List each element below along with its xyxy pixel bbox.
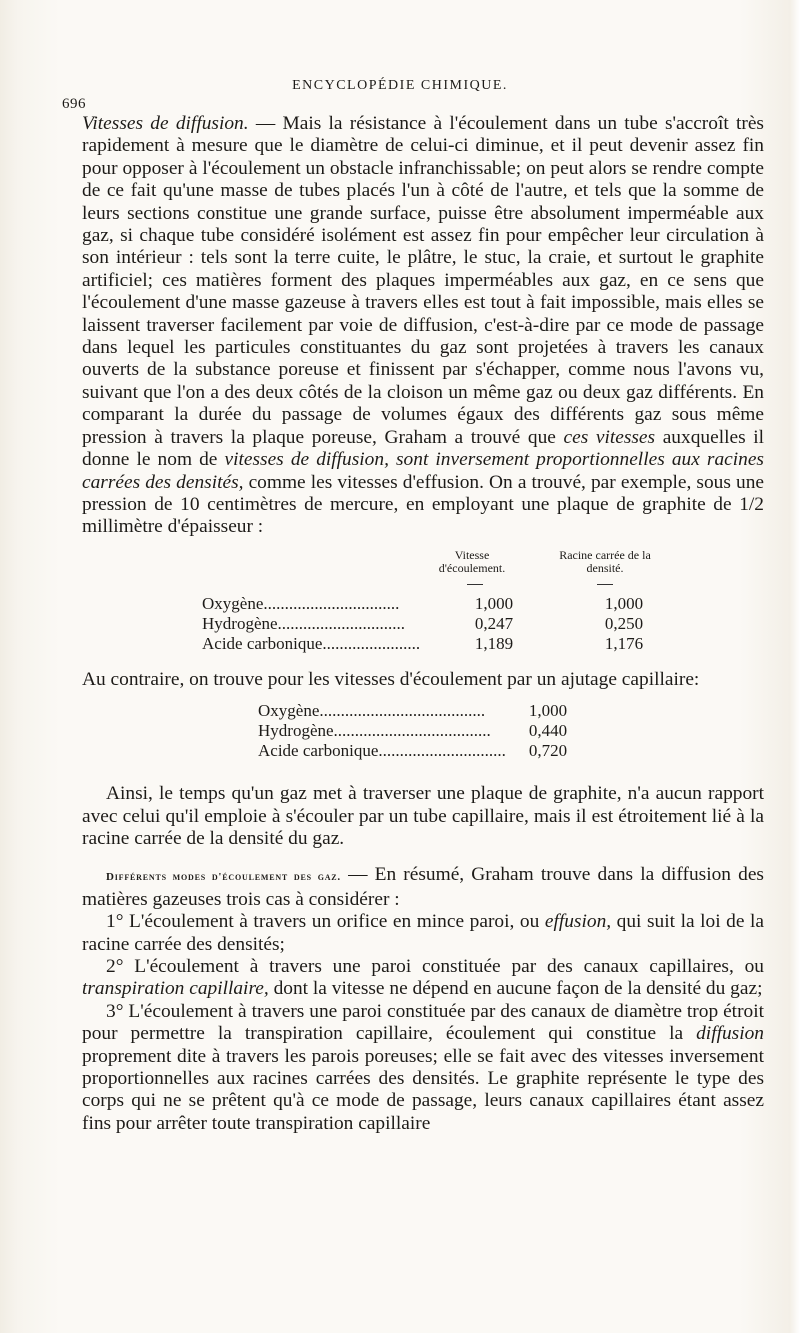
- row-label: Acide carbonique.......................: [202, 633, 421, 653]
- list-item-text: 3° L'écoulement à travers une paroi constituée par des canaux de diamètre trop étroit pour permettre la transpiration capillaire, écoulement qui constitue la: [82, 1000, 764, 1045]
- column-header-flow-speed: Vitesse d'écoulement.: [438, 547, 506, 575]
- paragraph-text: Mais la résistance à l'écoulement dans un tube s'accroît très rapidement à mesure que le diamètre de celui-ci diminue, et il peut devenir assez fin pour opposer à l'écoulement un obstacle infranchissable; on peut alors se rendre compte de ce fait qu'une masse de tubes placés l'un à côté de l'autre, et tels que la somme de leurs sections constitue une grande surface, puisse être absolument imperméable aux gaz, si chaque tube considéré isolément est assez fin pour empêcher leur circulation à son intérieur : tels sont la terre cuite, le plâtre, le stuc, la craie, et surtout le graphite artificiel; ces matières forment des plaques imperméables aux gaz, en ce sens que l'écoulement d'une masse gazeuse à travers elles est tout à fait impossible, mais elles se laissent traverser facilement par voie de diffusion, c'est-à-dire par ce mode de passage dans lequel les particules constituantes du gaz sont projetées à travers les canaux ouverts de la substance poreuse et finissent par s'échapper, comme nous l'avons vu, suivant que l'on a des deux côtés de la cloison un même gaz ou deux gaz différents. En comparant la durée du passage de volumes égaux des différents gaz sous même pression à travers la plaque poreuse, Graham a trouvé que: [82, 113, 764, 448]
- row-value-sqrt-density: 0,250: [604, 613, 644, 633]
- row-value: 1,000: [528, 701, 568, 721]
- paragraph-conclusion: Ainsi, le temps qu'un gaz met à traverser une plaque de graphite, n'a aucun rapport avec celui qu'il emploie à s'écouler par un tube capillaire, mais il est étroitement lié à la racine carrée de la densité du gaz.: [82, 783, 764, 849]
- row-value: 0,720: [528, 741, 568, 761]
- running-title: ENCYCLOPÉDIE CHIMIQUE.: [292, 78, 508, 93]
- emphasis-term: diffusion: [696, 1023, 764, 1045]
- paragraph-text: comme les vitesses d'effusion. On a trouvé, par exemple, sous une pression de 10 centimètres de mercure, en employant une plaque de graphite de 1/2 millimètre d'épaisseur :: [82, 471, 764, 538]
- row-value-speed: 0,247: [474, 613, 514, 633]
- list-item-effusion: [82, 911, 764, 956]
- emphasis: ces vitesses: [563, 426, 656, 448]
- row-label: Hydrogène..............................: [202, 613, 406, 633]
- row-value-sqrt-density: 1,176: [604, 633, 644, 653]
- row-value: 0,440: [528, 721, 568, 741]
- emphasis-law: vitesses de diffusion, sont inversement proportionnelles aux racines carrées des densités,: [82, 449, 764, 493]
- list-item-text: qui suit la loi de la racine carrée des densités;: [82, 911, 765, 955]
- column-rule: [597, 584, 613, 585]
- row-label: Oxygène.......................................: [258, 701, 486, 721]
- emphasis-term: transpiration capillaire,: [82, 978, 269, 1000]
- row-label: Acide carbonique..............................: [258, 741, 506, 761]
- list-item-text: 1° L'écoulement à travers un orifice en mince paroi, ou: [106, 911, 545, 933]
- row-value-speed: 1,000: [474, 593, 514, 613]
- emphasis-term: effusion,: [544, 911, 612, 933]
- title-dash: —: [248, 113, 283, 134]
- section-title-flow-modes: Différents modes d'écoulement des gaz.: [106, 871, 341, 884]
- list-item-text: dont la vitesse ne dépend en aucune façon de la densité du gaz;: [268, 978, 763, 1000]
- list-item-text: proprement dite à travers les parois poreuses; elle se fait avec des vitesses inversement proportionnelles aux racines carrées des densités. Le graphite représente le type des corps qui ne se prêtent qu'à ce mode de passage, leurs canaux capillaires étant assez fins pour arrêter toute transpiration capillaire: [82, 1045, 764, 1134]
- title-dash: —: [340, 864, 375, 886]
- list-item-text: 2° L'écoulement à travers une paroi constituée par des canaux capillaires, ou: [106, 955, 764, 977]
- row-value-sqrt-density: 1,000: [604, 593, 644, 613]
- page-header: [0, 78, 800, 112]
- row-value-speed: 1,189: [474, 633, 514, 653]
- page-body: [82, 113, 764, 1135]
- paragraph-text: En résumé, Graham trouve dans la diffusion des matières gazeuses trois cas à considérer :: [82, 864, 764, 910]
- row-label: Hydrogène.....................................: [258, 721, 491, 741]
- paragraph-capillary-intro: Au contraire, on trouve pour les vitesses d'écoulement par un ajutage capillaire:: [82, 668, 700, 690]
- section-diffusion-speeds: [82, 113, 764, 539]
- column-rule: [467, 584, 483, 585]
- graphite-plate-table: [82, 549, 764, 657]
- paragraph-text: auxquelles il donne le nom de: [82, 426, 765, 471]
- section-flow-modes: [82, 864, 764, 911]
- list-item-capillary-transpiration: [82, 956, 764, 1001]
- page-number: 696: [62, 96, 86, 112]
- column-header-sqrt-density: Racine carrée de la densité.: [559, 547, 651, 575]
- capillary-table: [82, 697, 764, 771]
- row-label: Oxygène................................: [202, 593, 400, 613]
- list-item-diffusion: [82, 1001, 764, 1135]
- section-title-diffusion-speeds: Vitesses de diffusion.: [82, 113, 249, 134]
